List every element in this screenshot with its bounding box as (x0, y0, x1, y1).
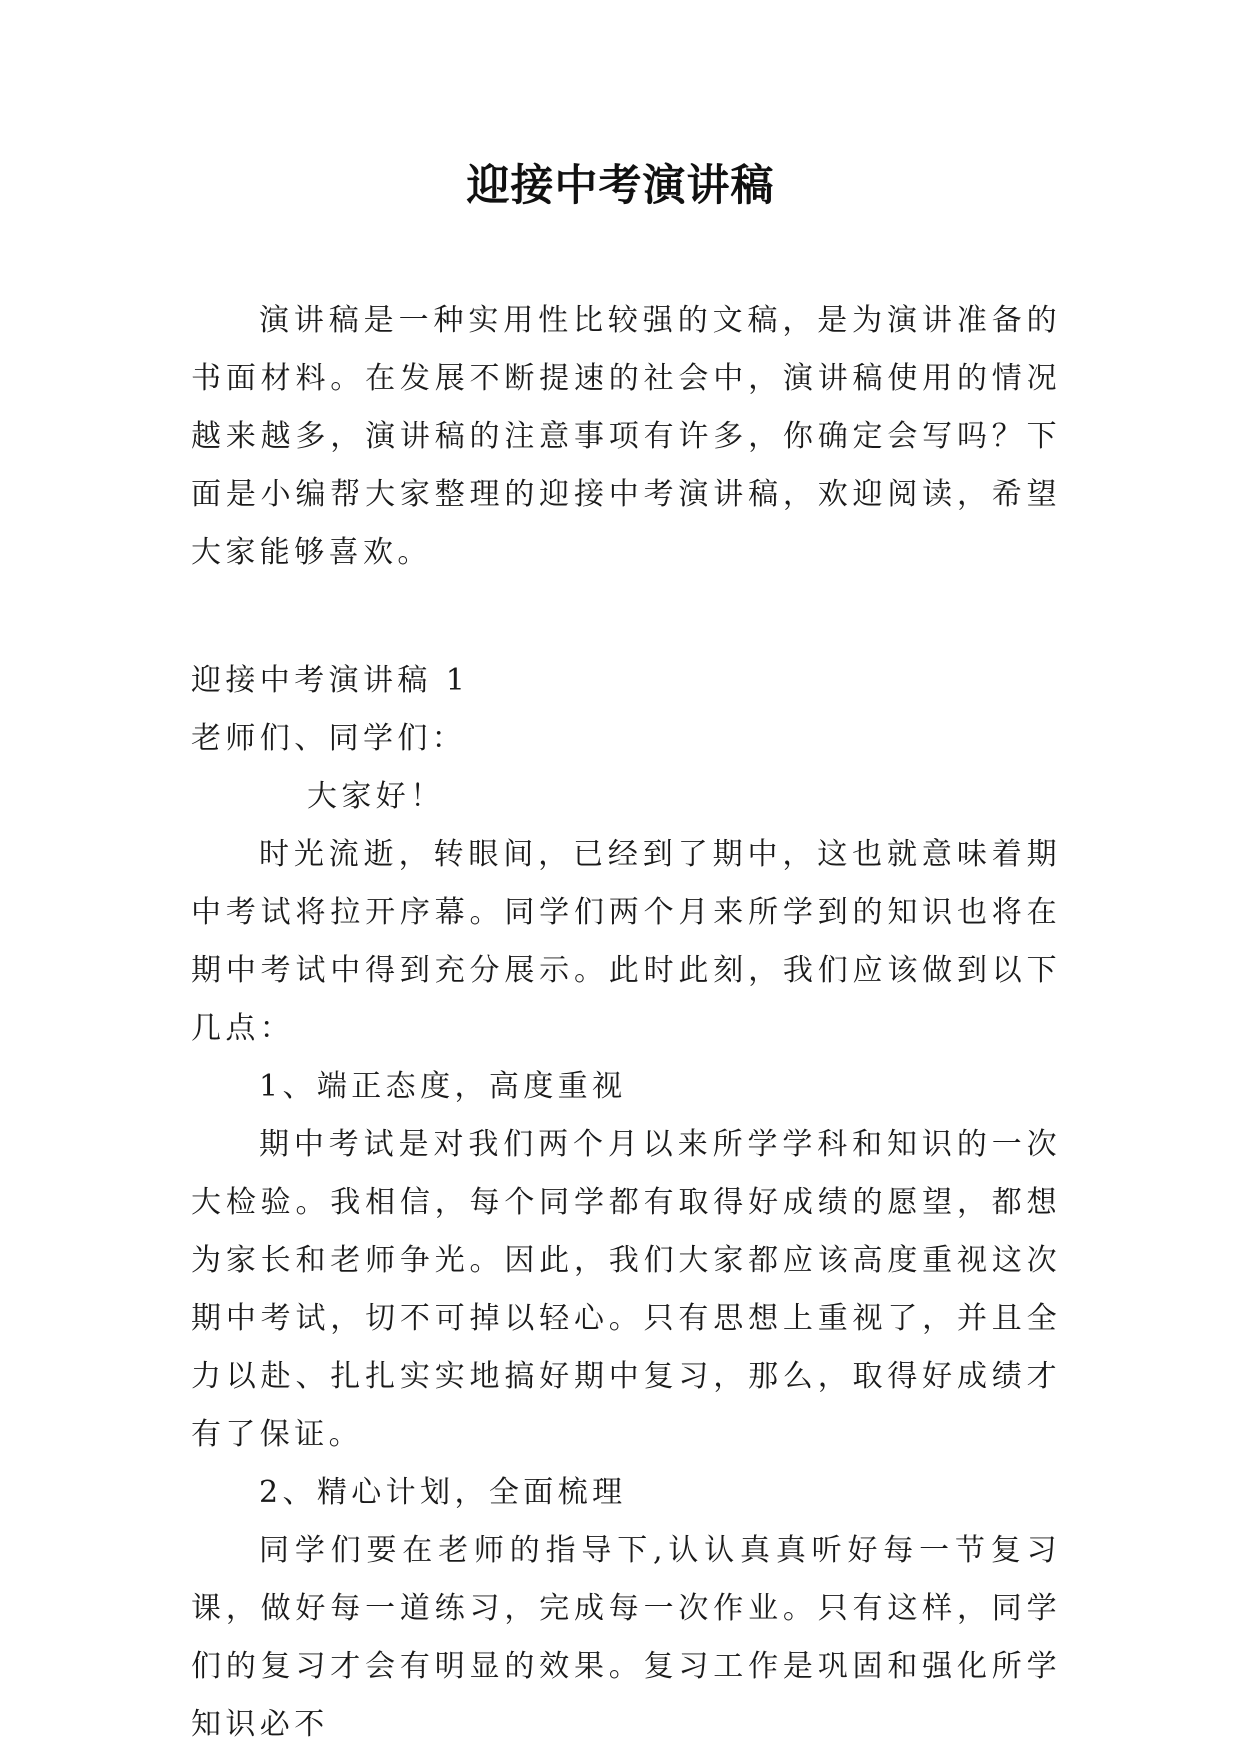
salutation: 老师们、同学们： (191, 721, 467, 756)
document-body (191, 292, 1061, 1754)
point-heading-1: 1、端正态度，高度重视 (259, 1069, 627, 1104)
body-paragraph: 同学们要在老师的指导下,认认真真听好每一节复习课，做好每一道练习，完成每一次作业。只有这样，同学们的复习才会有明显的效果。复习工作是巩固和强化所学知识必不 (191, 1533, 1061, 1742)
document-title: 迎接中考演讲稿 (466, 161, 775, 211)
section-spacer (191, 582, 1061, 652)
body-paragraph: 时光流逝，转眼间，已经到了期中，这也就意味着期中考试将拉开序幕。同学们两个月来所学到的知识也将在期中考试中得到充分展示。此时此刻，我们应该做到以下几点： (191, 837, 1061, 1046)
section-heading: 迎接中考演讲稿 1 (191, 663, 470, 698)
point-heading-2: 2、精心计划，全面梳理 (259, 1475, 627, 1510)
intro-paragraph: 演讲稿是一种实用性比较强的文稿，是为演讲准备的书面材料。在发展不断提速的社会中，演讲稿使用的情况越来越多，演讲稿的注意事项有许多，你确定会写吗？下面是小编帮大家整理的迎接中考演讲稿，欢迎阅读，希望大家能够喜欢。 (191, 303, 1061, 570)
body-paragraph: 期中考试是对我们两个月以来所学学科和知识的一次大检验。我相信，每个同学都有取得好成绩的愿望，都想为家长和老师争光。因此，我们大家都应该高度重视这次期中考试，切不可掉以轻心。只有思想上重视了，并且全力以赴、扎扎实实地搞好期中复习，那么，取得好成绩才有了保证。 (191, 1127, 1061, 1452)
greeting: 大家好！ (307, 779, 445, 814)
